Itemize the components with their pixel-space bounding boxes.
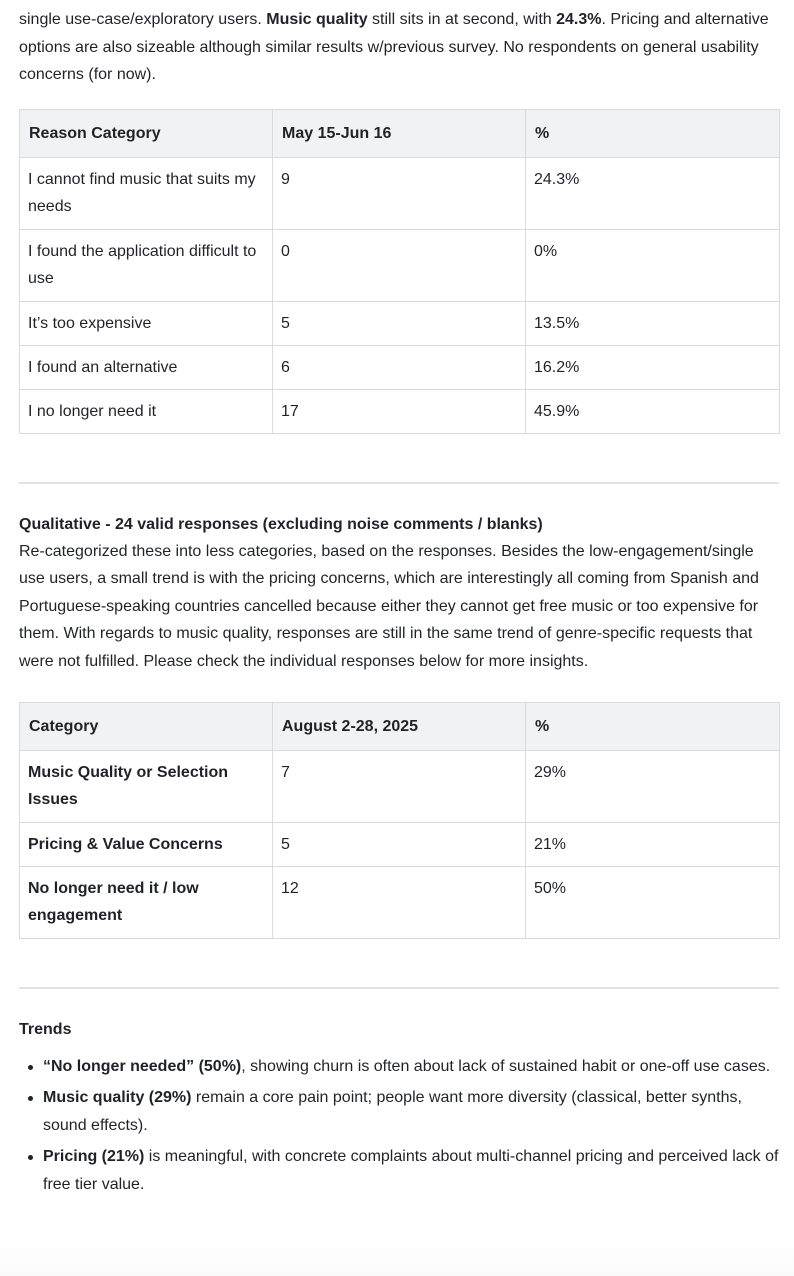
table-row xyxy=(20,157,780,229)
percent-cell: 50% xyxy=(526,867,780,939)
category-table xyxy=(19,702,780,939)
count-cell: 9 xyxy=(273,157,526,229)
trends-heading: Trends xyxy=(19,1021,72,1038)
count-cell: 12 xyxy=(273,867,526,939)
table-row xyxy=(20,867,780,939)
trend-highlight: “No longer needed” (50%) xyxy=(43,1058,242,1075)
bottom-fade-overlay xyxy=(0,1236,794,1276)
intro-text: single use-case/exploratory users. xyxy=(19,11,267,28)
intro-bold-percentage: 24.3% xyxy=(556,11,602,28)
section-divider xyxy=(19,482,779,484)
count-cell: 7 xyxy=(273,751,526,823)
category-cell: Pricing & Value Concerns xyxy=(20,823,273,867)
column-header-date-range: August 2-28, 2025 xyxy=(273,703,526,751)
count-cell: 5 xyxy=(273,823,526,867)
percent-cell: 16.2% xyxy=(526,345,780,389)
count-cell: 0 xyxy=(273,229,526,301)
intro-text: still sits in at second, with xyxy=(367,11,557,28)
list-item xyxy=(43,1053,779,1081)
qualitative-paragraph: Re-categorized these into less categories, based on the responses. Besides the low-engagement/single use users, a small trend is with the pricing concerns, which are interestingly all coming from Spanish and Portuguese-speaking countries cancelled because either they cannot get free music or too expensive for them. With regards to music quality, responses are still in the same trend of genre-specific requests that were not fulfilled. Please check the individual responses below for more insights. xyxy=(19,542,759,670)
intro-text: . Pricing and alternative options are also sizeable although similar results w/previous survey. No respondents on general usability concerns (for now). xyxy=(19,11,769,83)
percent-cell: 21% xyxy=(526,823,780,867)
section-divider xyxy=(19,987,779,989)
table-row xyxy=(20,751,780,823)
table-header-row xyxy=(20,109,780,157)
reason-cell: I found an alternative xyxy=(20,345,273,389)
count-cell: 17 xyxy=(273,389,526,433)
count-cell: 6 xyxy=(273,345,526,389)
column-header-percent: % xyxy=(526,109,780,157)
column-header-reason-category: Reason Category xyxy=(20,109,273,157)
percent-cell: 29% xyxy=(526,751,780,823)
reason-cell: I cannot find music that suits my needs xyxy=(20,157,273,229)
table-row xyxy=(20,345,780,389)
column-header-category: Category xyxy=(20,703,273,751)
percent-cell: 13.5% xyxy=(526,301,780,345)
percent-cell: 45.9% xyxy=(526,389,780,433)
trends-list xyxy=(19,1053,779,1199)
table-row xyxy=(20,301,780,345)
percent-cell: 0% xyxy=(526,229,780,301)
category-cell: Music Quality or Selection Issues xyxy=(20,751,273,823)
table-header-row xyxy=(20,703,780,751)
trend-text: remain a core pain point; people want more diversity (classical, better synths, sound effects). xyxy=(43,1089,742,1134)
document-body xyxy=(19,6,779,1202)
reason-category-table xyxy=(19,109,780,434)
trend-highlight: Pricing (21%) xyxy=(43,1148,145,1165)
table-row xyxy=(20,229,780,301)
table-row xyxy=(20,823,780,867)
trend-highlight: Music quality (29%) xyxy=(43,1089,192,1106)
intro-paragraph xyxy=(19,6,779,89)
reason-cell: I found the application difficult to use xyxy=(20,229,273,301)
reason-cell: It’s too expensive xyxy=(20,301,273,345)
column-header-date-range: May 15-Jun 16 xyxy=(273,109,526,157)
count-cell: 5 xyxy=(273,301,526,345)
intro-bold-music-quality: Music quality xyxy=(266,11,368,28)
percent-cell: 24.3% xyxy=(526,157,780,229)
trend-text: is meaningful, with concrete complaints about multi-channel pricing and perceived lack of free tier value. xyxy=(43,1148,779,1193)
qualitative-heading: Qualitative - 24 valid responses (excluding noise comments / blanks) xyxy=(19,515,543,533)
category-cell: No longer need it / low engagement xyxy=(20,867,273,939)
trend-text: , showing churn is often about lack of sustained habit or one-off use cases. xyxy=(241,1058,771,1075)
column-header-percent: % xyxy=(526,703,780,751)
list-item xyxy=(43,1143,779,1199)
table-row xyxy=(20,389,780,433)
reason-cell: I no longer need it xyxy=(20,389,273,433)
list-item xyxy=(43,1084,779,1140)
